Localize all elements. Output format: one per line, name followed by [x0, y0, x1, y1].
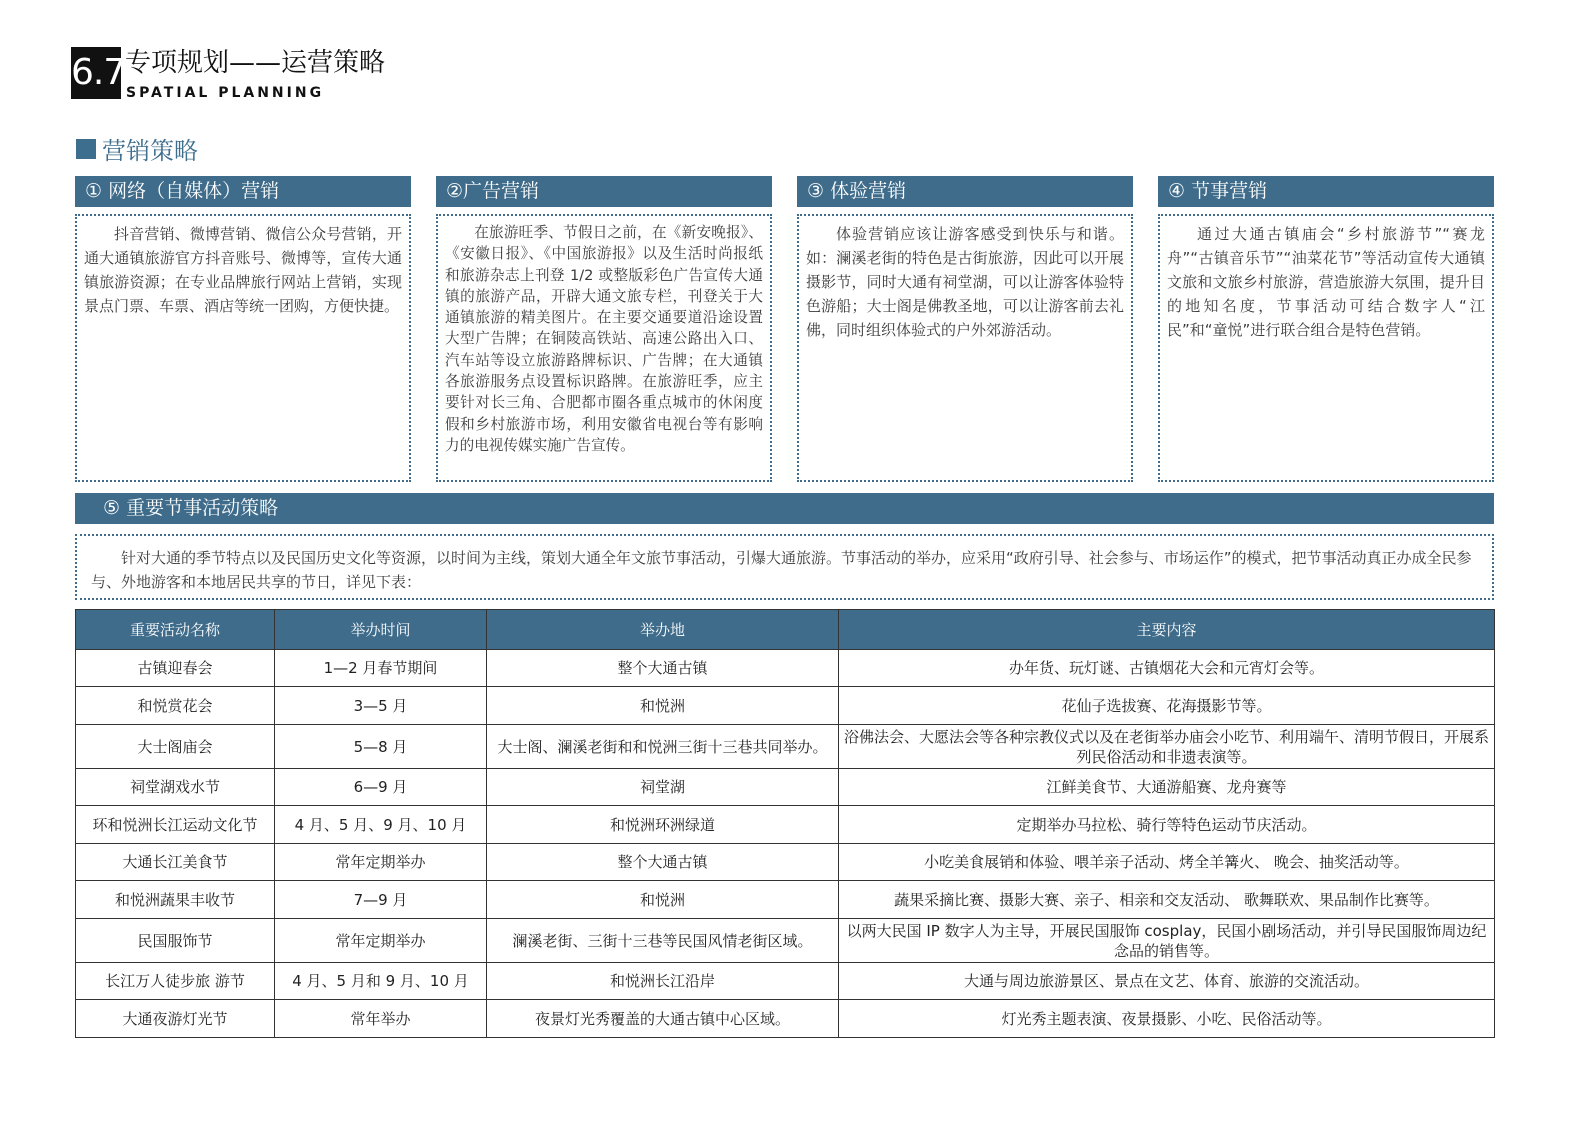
cell-content: 以两大民国 IP 数字人为主导，开展民国服饰 cosplay，民国小剧场活动，并引导民国服饰周边纪念品的销售等。 [839, 919, 1495, 963]
col-header-place: 举办地 [487, 610, 839, 650]
table-header-row [76, 610, 1495, 650]
table-row [76, 919, 1495, 963]
cell-content: 大通与周边旅游景区、景点在文艺、体育、旅游的交流活动。 [839, 963, 1495, 1000]
cell-name: 大通长江美食节 [76, 844, 275, 881]
cell-name: 大通夜游灯光节 [76, 1000, 275, 1038]
table-row [76, 844, 1495, 881]
section5-header: ⑤ 重要节事活动策略 [75, 493, 1494, 524]
section-number: 6.7 [71, 47, 121, 99]
cell-time: 4 月、5 月、9 月、10 月 [275, 806, 487, 844]
cell-time: 6—9 月 [275, 769, 487, 806]
cell-place: 祠堂湖 [487, 769, 839, 806]
cell-time: 5—8 月 [275, 725, 487, 769]
table-row [76, 881, 1495, 919]
cell-time: 常年举办 [275, 1000, 487, 1038]
cell-time: 7—9 月 [275, 881, 487, 919]
sub-heading-text: 营销策略 [102, 137, 198, 165]
sub-heading [76, 131, 198, 166]
table-row [76, 963, 1495, 1000]
cell-name: 环和悦洲长江运动文化节 [76, 806, 275, 844]
cell-name: 民国服饰节 [76, 919, 275, 963]
cell-place: 和悦洲长江沿岸 [487, 963, 839, 1000]
cell-content: 办年货、玩灯谜、古镇烟花大会和元宵灯会等。 [839, 650, 1495, 687]
cell-content: 小吃美食展销和体验、喂羊亲子活动、烤全羊篝火、 晚会、抽奖活动等。 [839, 844, 1495, 881]
card-body-network-marketing: 抖音营销、微博营销、微信公众号营销，开通大通镇旅游官方抖音账号、微博等，宣传大通镇旅游资源；在专业品牌旅行网站上营销，实现景点门票、车票、酒店等统一团购，方便快捷。 [75, 214, 411, 482]
card-body-experience-marketing: 体验营销应该让游客感受到快乐与和谐。如：澜溪老街的特色是古街旅游，因此可以开展摄影节，同时大通有祠堂湖，可以让游客体验特色游船；大士阁是佛教圣地，可以让游客前去礼佛，同时组织体验式的户外郊游活动。 [797, 214, 1133, 482]
cell-name: 长江万人徒步旅 游节 [76, 963, 275, 1000]
cell-place: 和悦洲 [487, 687, 839, 725]
section5-intro: 针对大通的季节特点以及民国历史文化等资源，以时间为主线，策划大通全年文旅节事活动，引爆大通旅游。节事活动的举办，应采用“政府引导、社会参与、市场运作”的模式，把节事活动真正办成全民参与、外地游客和本地居民共享的节日，详见下表： [75, 534, 1494, 600]
page-subtitle: SPATIAL PLANNING [126, 85, 325, 101]
col-header-content: 主要内容 [839, 610, 1495, 650]
cell-place: 整个大通古镇 [487, 650, 839, 687]
cell-time: 常年定期举办 [275, 919, 487, 963]
table-row [76, 806, 1495, 844]
table-row [76, 725, 1495, 769]
cell-time: 常年定期举办 [275, 844, 487, 881]
card-header-network-marketing: ① 网络（自媒体）营销 [75, 176, 411, 207]
card-header-ad-marketing: ②广告营销 [436, 176, 772, 207]
cell-name: 古镇迎春会 [76, 650, 275, 687]
cell-content: 定期举办马拉松、骑行等特色运动节庆活动。 [839, 806, 1495, 844]
card-body-event-marketing: 通过大通古镇庙会“乡村旅游节”“赛龙舟”“古镇音乐节”“油菜花节”等活动宣传大通镇文旅和文旅乡村旅游，营造旅游大氛围，提升目的地知名度，节事活动可结合数字人“江民”和“童悦”进行联合组合是特色营销。 [1158, 214, 1494, 482]
cell-content: 蔬果采摘比赛、摄影大赛、亲子、相亲和交友活动、 歌舞联欢、果品制作比赛等。 [839, 881, 1495, 919]
card-header-event-marketing: ④ 节事营销 [1158, 176, 1494, 207]
cell-time: 3—5 月 [275, 687, 487, 725]
table-row [76, 1000, 1495, 1038]
cell-content: 江鲜美食节、大通游船赛、龙舟赛等 [839, 769, 1495, 806]
cell-time: 4 月、5 月和 9 月、10 月 [275, 963, 487, 1000]
cell-name: 和悦洲蔬果丰收节 [76, 881, 275, 919]
col-header-name: 重要活动名称 [76, 610, 275, 650]
cell-content: 花仙子选拔赛、花海摄影节等。 [839, 687, 1495, 725]
square-bullet-icon [76, 139, 96, 159]
cell-name: 大士阁庙会 [76, 725, 275, 769]
cell-place: 夜景灯光秀覆盖的大通古镇中心区域。 [487, 1000, 839, 1038]
cell-place: 大士阁、澜溪老街和和悦洲三街十三巷共同举办。 [487, 725, 839, 769]
cell-name: 和悦赏花会 [76, 687, 275, 725]
cell-name: 祠堂湖戏水节 [76, 769, 275, 806]
table-row [76, 769, 1495, 806]
cell-time: 1—2 月春节期间 [275, 650, 487, 687]
cell-place: 和悦洲环洲绿道 [487, 806, 839, 844]
cell-content: 浴佛法会、大愿法会等各种宗教仪式以及在老街举办庙会小吃节、利用端午、清明节假日，开展系列民俗活动和非遗表演等。 [839, 725, 1495, 769]
table-row [76, 687, 1495, 725]
cell-content: 灯光秀主题表演、夜景摄影、小吃、民俗活动等。 [839, 1000, 1495, 1038]
col-header-time: 举办时间 [275, 610, 487, 650]
cell-place: 整个大通古镇 [487, 844, 839, 881]
events-table [75, 609, 1495, 1038]
card-header-experience-marketing: ③ 体验营销 [797, 176, 1133, 207]
cell-place: 澜溪老街、三街十三巷等民国风情老街区域。 [487, 919, 839, 963]
table-row [76, 650, 1495, 687]
cell-place: 和悦洲 [487, 881, 839, 919]
page-title: 专项规划——运营策略 [125, 48, 386, 78]
card-body-ad-marketing: 在旅游旺季、节假日之前，在《新安晚报》、《安徽日报》、《中国旅游报》以及生活时尚报纸和旅游杂志上刊登 1/2 或整版彩色广告宣传大通镇的旅游产品，开辟大通文旅专栏，刊登关于大通镇旅游的精美图片。在主要交通要道沿途设置大型广告牌；在铜陵高铁站、高速公路出入口、汽车站等设立旅游路牌标识、广告牌；在大通镇各旅游服务点设置标识路牌。在旅游旺季，应主要针对长三角、合肥都市圈各重点城市的休闲度假和乡村旅游市场，利用安徽省电视台等有影响力的电视传媒实施广告宣传。 [436, 214, 772, 482]
